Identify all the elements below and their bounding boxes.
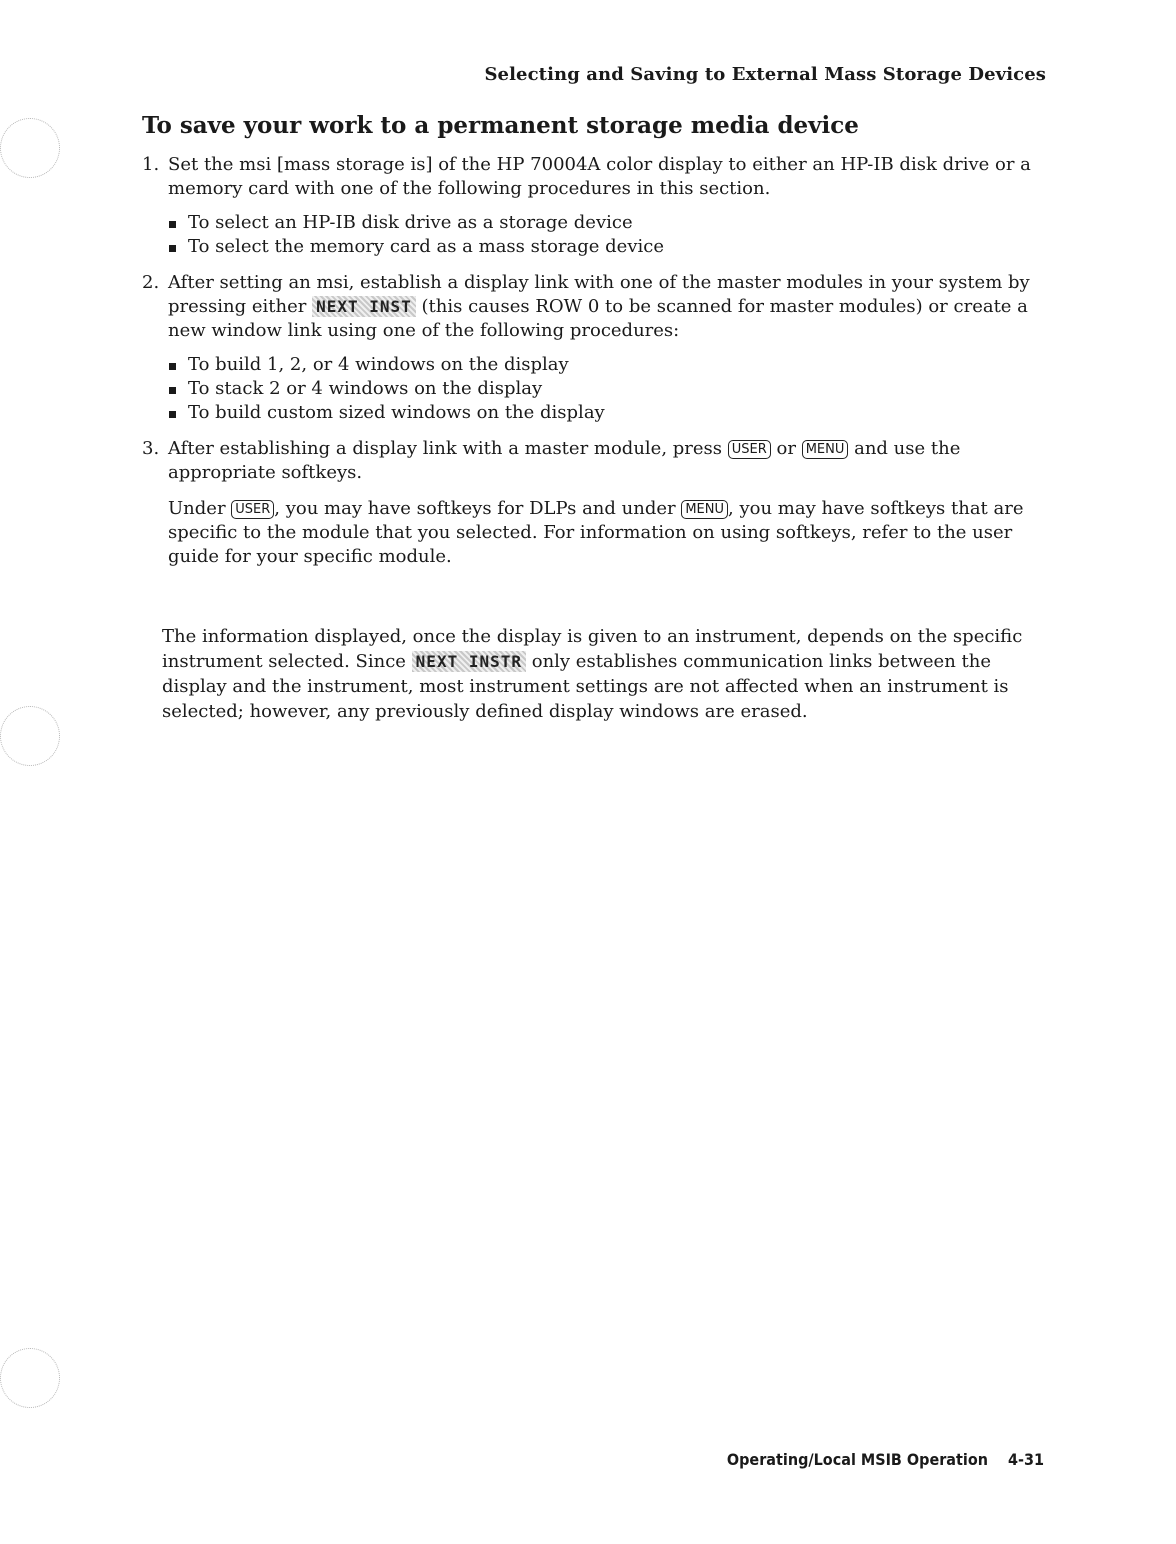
bullet-list xyxy=(168,211,1042,259)
bullet-list xyxy=(168,353,1042,425)
bullet-icon xyxy=(169,221,176,228)
step-2 xyxy=(142,271,1042,425)
next-inst-softkey: NEXT INST xyxy=(312,296,416,317)
step-number: 2. xyxy=(142,272,160,293)
step-text: Set the msi [mass storage is] of the HP 70004A color display to either an HP-IB disk drive or a memory card with one of the following procedures in this section. xyxy=(168,154,1031,199)
step-note: Under USER , you may have softkeys for DLPs and under MENU , you may have softkeys that are specific to the module that you selected. For information on using softkeys, refer to the user guide for your specific module. xyxy=(168,498,1024,567)
step-number: 1. xyxy=(142,154,160,175)
menu-key: MENU xyxy=(681,500,728,519)
footer-section: Operating/Local MSIB Operation xyxy=(726,1450,988,1469)
step-text: After setting an msi, establish a display link with one of the master modules in your system by pressing either xyxy=(168,272,1030,317)
list-item: To build 1, 2, or 4 windows on the display xyxy=(168,353,1042,377)
list-item: To select an HP-IB disk drive as a storage device xyxy=(168,211,1042,235)
user-key: USER xyxy=(728,440,771,459)
page-number: 4-31 xyxy=(1007,1450,1044,1469)
step-text: or xyxy=(776,438,796,459)
running-header: Selecting and Saving to External Mass Storage Devices xyxy=(484,64,1046,85)
step-number: 3. xyxy=(142,438,160,459)
step-text: (this causes ROW 0 to be scanned for master modules) or create a new window link using one of the following procedures: xyxy=(168,296,1028,341)
section-title: To save your work to a permanent storage media device xyxy=(142,112,859,139)
bullet-icon xyxy=(169,411,176,418)
page-footer xyxy=(727,1450,1044,1469)
punch-hole-middle xyxy=(0,706,60,766)
step-list xyxy=(142,153,1042,569)
bullet-icon xyxy=(169,363,176,370)
punch-hole-top xyxy=(0,118,60,178)
procedure xyxy=(142,153,1042,581)
list-item: To build custom sized windows on the display xyxy=(168,401,1042,425)
step-1 xyxy=(142,153,1042,259)
next-instr-softkey: NEXT INSTR xyxy=(412,651,526,672)
list-item: To select the memory card as a mass storage device xyxy=(168,235,1042,259)
menu-key: MENU xyxy=(802,440,849,459)
step-3 xyxy=(142,437,1042,569)
user-key: USER xyxy=(231,500,274,519)
punch-hole-bottom xyxy=(0,1348,60,1408)
step-text: and use the appropriate softkeys. xyxy=(168,438,961,483)
bullet-icon xyxy=(169,245,176,252)
bullet-icon xyxy=(169,387,176,394)
note-paragraph: The information displayed, once the display is given to an instrument, depends on the specific instrument selected. Since NEXT INSTR only establishes communication links between the display and the instrument, most instrument settings are not affected when an instrument is selected; however, any previously defined display windows are erased. xyxy=(162,626,1023,722)
list-item: To stack 2 or 4 windows on the display xyxy=(168,377,1042,401)
step-text: After establishing a display link with a master module, press xyxy=(168,438,723,459)
